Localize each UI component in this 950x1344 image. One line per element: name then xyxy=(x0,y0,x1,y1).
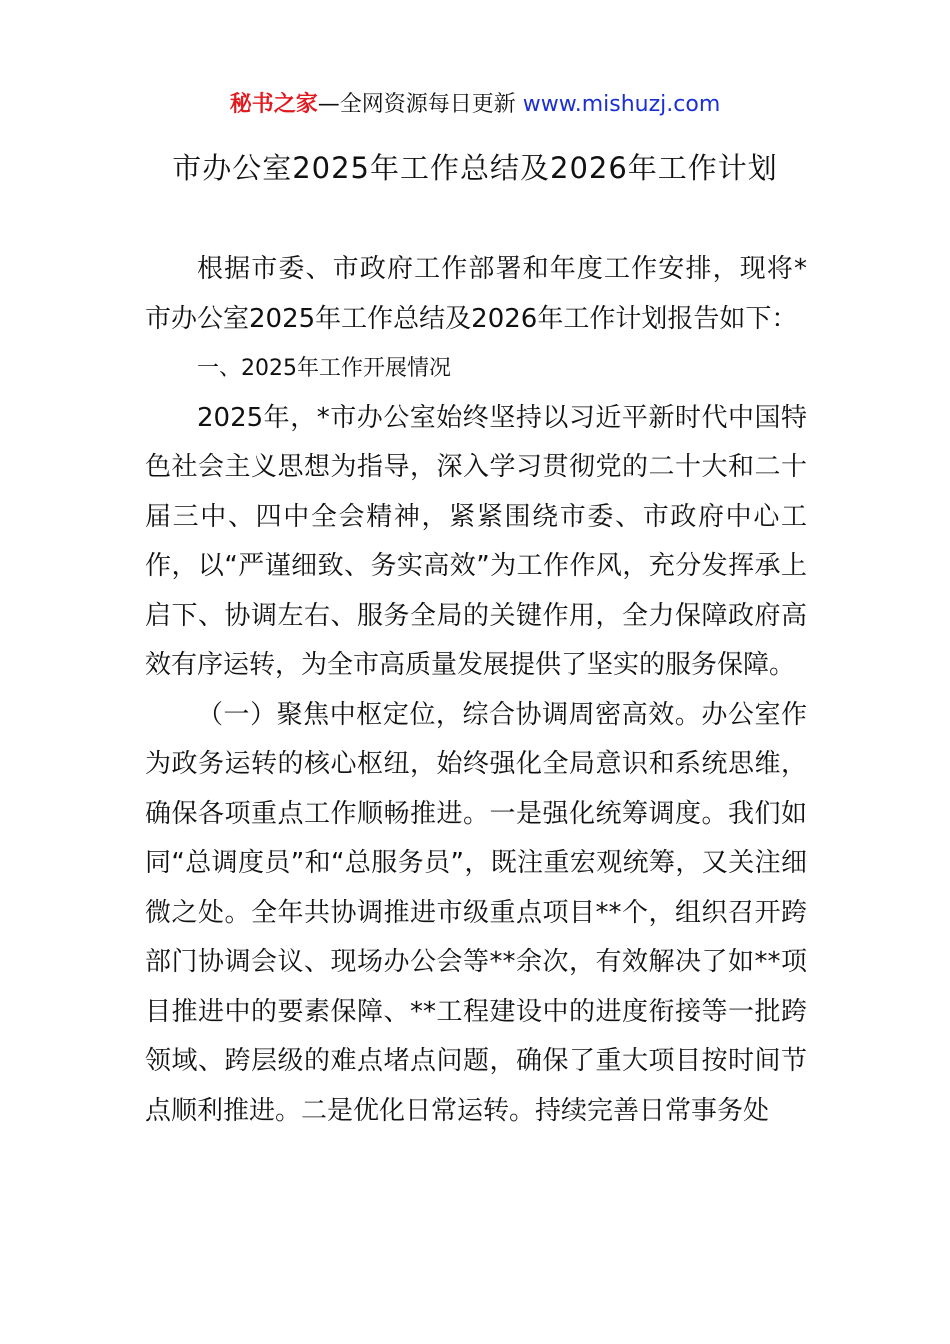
overview-paragraph: 2025年，*市办公室始终坚持以习近平新时代中国特色社会主义思想为指导，深入学习贯彻党的二十大和二十届三中、四中全会精神，紧紧围绕市委、市政府中心工作，以“严谨细致、务实高效”为工作作风，充分发挥承上启下、协调左右、服务全局的关键作用，全力保障政府高效有序运转，为全市高质量发展提供了坚实的服务保障。 xyxy=(145,402,807,680)
point-one-paragraph: （一）聚焦中枢定位，综合协调周密高效。办公室作为政务运转的核心枢纽，始终强化全局意识和系统思维，确保各项重点工作顺畅推进。一是强化统筹调度。我们如同“总调度员”和“总服务员”，既注重宏观统筹，又关注细微之处。全年共协调推进市级重点项目**个，组织召开跨部门协调会议、现场办公会等**余次，有效解决了如**项目推进中的要素保障、**工程建设中的进度衔接等一批跨领域、跨层级的难点堵点问题，确保了重大项目按时间节点顺利推进。二是优化日常运转。持续完善日常事务处 xyxy=(145,699,807,1126)
section-heading: 一、2025年工作开展情况 xyxy=(197,356,451,381)
header-tagline: —全网资源每日更新 xyxy=(317,92,523,117)
site-url-link[interactable]: www.mishuzj.com xyxy=(522,92,721,117)
document-title: 市办公室2025年工作总结及2026年工作计划 xyxy=(172,151,778,185)
site-header xyxy=(0,90,950,120)
document-body xyxy=(145,245,807,1136)
brand-name: 秘书之家 xyxy=(229,92,318,117)
intro-paragraph: 根据市委、市政府工作部署和年度工作安排，现将*市办公室2025年工作总结及2026年工作计划报告如下： xyxy=(145,254,807,334)
